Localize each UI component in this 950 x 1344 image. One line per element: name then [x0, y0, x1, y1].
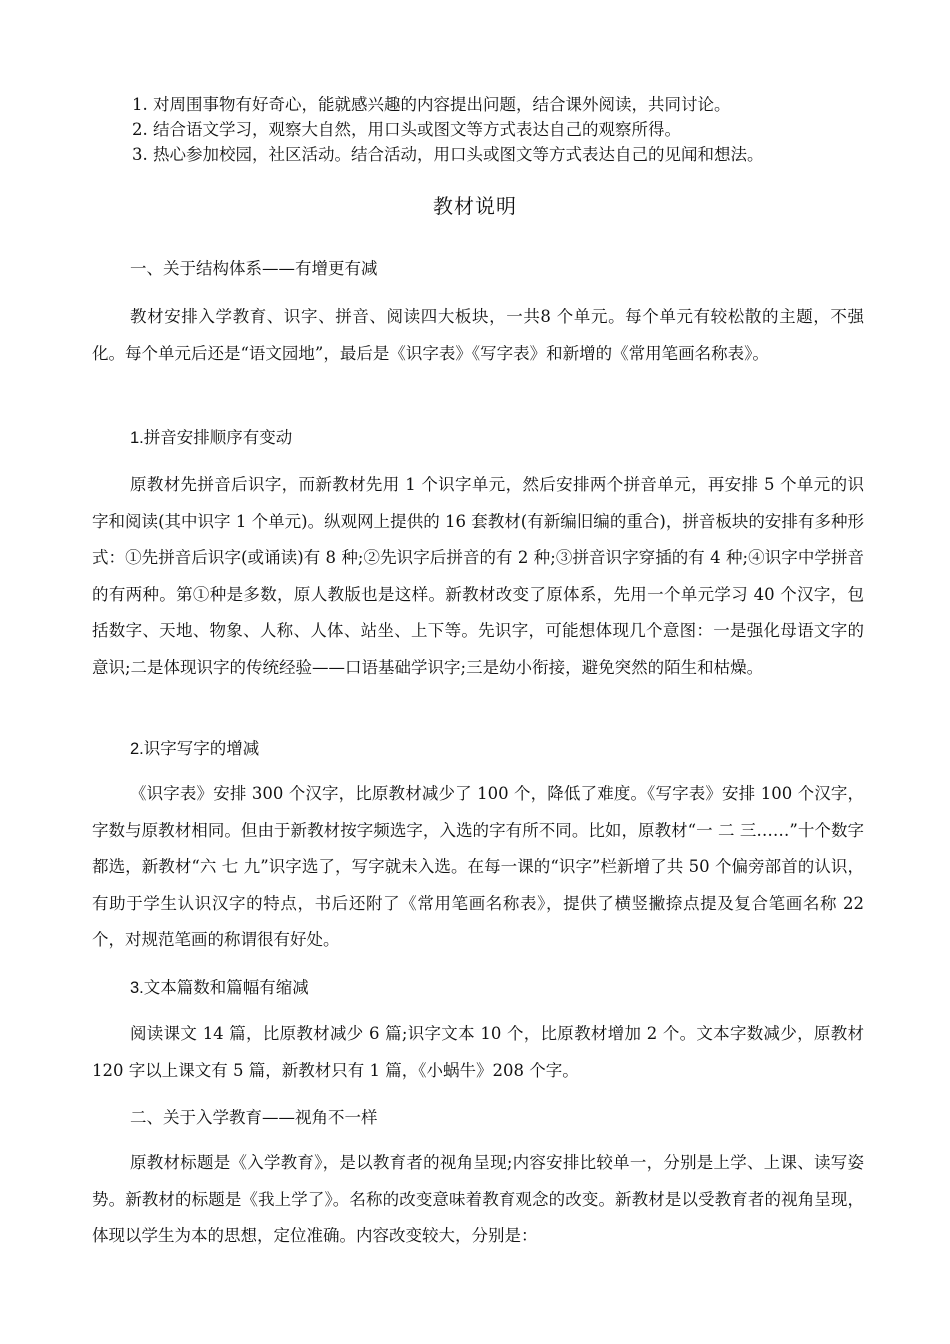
- subsection-heading: 2.识字写字的增减: [130, 740, 260, 758]
- list-item: 2. 结合语文学习，观察大自然，用口头或图文等方式表达自己的观察所得。: [132, 120, 681, 139]
- paragraph: 教材安排入学教育、识字、拼音、阅读四大板块，一共8 个单元。每个单元有较松散的主题，不强化。每个单元后还是“语文园地”，最后是《识字表》《写字表》和新增的《常用笔画名称表》。: [92, 307, 864, 363]
- paragraph: 原教材先拼音后识字，而新教材先用 1 个识字单元，然后安排两个拼音单元，再安排 5 个单元的识字和阅读(其中识字 1 个单元)。纵观网上提供的 16 套教材(有新编旧编的重合)，拼音板块的安排有多种形式：①先拼音后识字(或诵读)有 8 种;②先识字后拼音的有 2 种;③拼音识字穿插的有 4 种;④识字中学拼音的有两种。第①种是多数，原人教版也是这样。新教材改变了原体系，先用一个单元学习 40 个汉字，包括数字、天地、物象、人称、人体、站坐、上下等。先识字，可能想体现几个意图：一是强化母语文字的意识;二是体现识字的传统经验——口语基础学识字;三是幼小衔接，避免突然的陌生和枯燥。: [92, 475, 864, 677]
- paragraph: 阅读课文 14 篇，比原教材减少 6 篇;识字文本 10 个，比原教材增加 2 个。文本字数减少，原教材 120 字以上课文有 5 篇，新教材只有 1 篇，《小蜗牛》208 个字。: [92, 1024, 864, 1080]
- section-heading: 二、关于入学教育——视角不一样: [130, 1108, 378, 1127]
- intro-list: [132, 92, 872, 167]
- page-title: 教材说明: [433, 194, 517, 218]
- list-item: 1. 对周围事物有好奇心，能就感兴趣的内容提出问题，结合课外阅读，共同讨论。: [132, 95, 731, 114]
- section-heading: 一、关于结构体系——有增更有减: [130, 259, 378, 278]
- paragraph: 原教材标题是《入学教育》，是以教育者的视角呈现;内容安排比较单一，分别是上学、上课、读写姿势。新教材的标题是《我上学了》。名称的改变意味着教育观念的改变。新教材是以受教育者的视角呈现，体现以学生为本的思想，定位准确。内容改变较大，分别是：: [92, 1153, 864, 1245]
- subsection-heading: 3.文本篇数和篇幅有缩减: [130, 979, 309, 997]
- subsection-heading: 1.拼音安排顺序有变动: [130, 429, 293, 447]
- list-item: 3. 热心参加校园，社区活动。结合活动，用口头或图文等方式表达自己的见闻和想法。: [132, 145, 764, 164]
- paragraph: 《识字表》安排 300 个汉字，比原教材减少了 100 个，降低了难度。《写字表》安排 100 个汉字，字数与原教材相同。但由于新教材按字频选字，入选的字有所不同。比如，原教材“一 二 三……”十个数字都选，新教材“六 七 九”识字选了，写字就未入选。在每一课的“识字”栏新增了共 50 个偏旁部首的认识，有助于学生认识汉字的特点，书后还附了《常用笔画名称表》，提供了横竖撇捺点提及复合笔画名称 22 个，对规范笔画的称谓很有好处。: [92, 784, 864, 949]
